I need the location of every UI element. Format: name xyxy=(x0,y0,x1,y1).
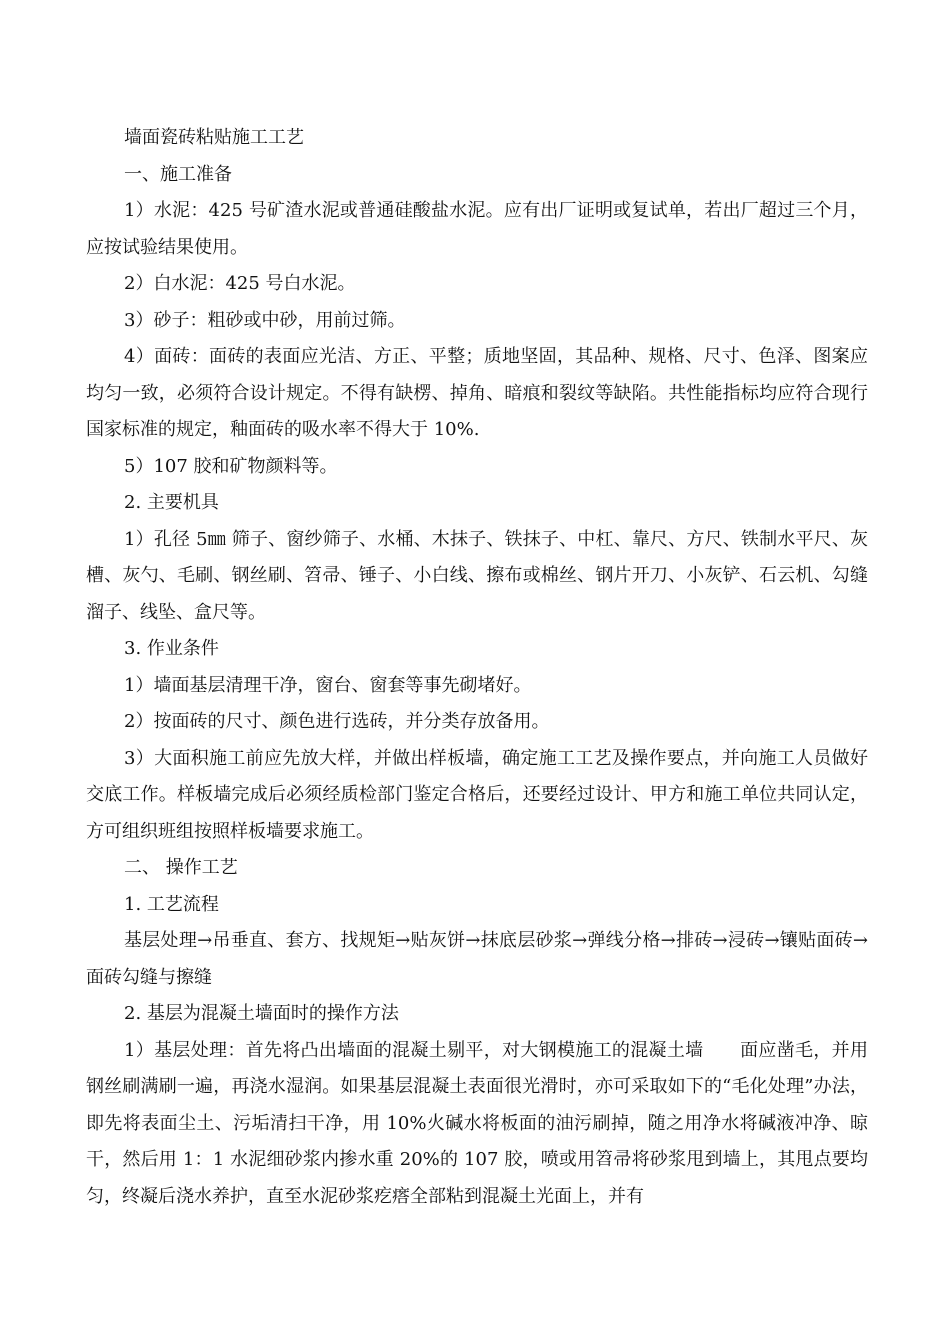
paragraph-base-treatment: 1）基层处理：首先将凸出墙面的混凝土剔平，对大钢模施工的混凝土墙 面应凿毛，并用钢丝刷满刷一遍，再浇水湿润。如果基层混凝土表面很光滑时，亦可采取如下的“毛化处理”办法，即先将表面尘土、污垢清扫干净，用 10%火碱水将板面的油污刷掉，随之用净水将碱液冲净、晾干，然后用 1：1 水泥细砂浆内掺水重 20%的 107 胶，喷或用笤帚将砂浆甩到墙上，其甩点要均匀，终凝后浇水养护，直至水泥砂浆疙瘩全部粘到混凝土光面上，并有 xyxy=(86,1039,868,1207)
section-heading-operation: 二、 操作工艺 xyxy=(124,857,238,878)
paragraph-cement: 1）水泥：425 号矿渣水泥或普通硅酸盐水泥。应有出厂证明或复试单，若出厂超过三个月，应按试验结果使用。 xyxy=(86,200,868,258)
document-body xyxy=(86,120,868,1215)
subheading-work-conditions: 3. 作业条件 xyxy=(124,638,219,659)
paragraph-brick-selection: 2）按面砖的尺寸、颜色进行选砖，并分类存放备用。 xyxy=(124,711,550,732)
paragraph-sand: 3）砂子：粗砂或中砂，用前过筛。 xyxy=(124,309,406,331)
paragraph-white-cement: 2）白水泥：425 号白水泥。 xyxy=(124,273,356,294)
paragraph-tools-list: 1）孔径 5㎜ 筛子、窗纱筛子、水桶、木抹子、铁抹子、中杠、靠尺、方尺、铁制水平尺、灰槽、灰勺、毛刷、钢丝刷、笤帚、锤子、小白线、擦布或棉丝、钢片开刀、小灰铲、石云机、勾缝溜子、线坠、盒尺等。 xyxy=(86,528,868,623)
document-title: 墙面瓷砖粘贴施工工艺 xyxy=(124,127,304,148)
section-heading-preparation: 一、施工准备 xyxy=(124,163,232,185)
subheading-main-tools: 2. 主要机具 xyxy=(124,492,219,513)
paragraph-glue: 5）107 胶和矿物颜料等。 xyxy=(124,455,338,477)
subheading-concrete-wall: 2. 基层为混凝土墙面时的操作方法 xyxy=(124,1003,399,1024)
subheading-process-flow: 1. 工艺流程 xyxy=(124,893,219,915)
paragraph-wall-base: 1）墙面基层清理干净，窗台、窗套等事先砌堵好。 xyxy=(124,674,532,696)
paragraph-sample-wall: 3）大面积施工前应先放大样，并做出样板墙，确定施工工艺及操作要点，并向施工人员做好交底工作。样板墙完成后必须经质检部门鉴定合格后，还要经过设计、甲方和施工单位共同认定，方可组织班组按照样板墙要求施工。 xyxy=(86,747,868,842)
paragraph-face-brick: 4）面砖：面砖的表面应光洁、方正、平整；质地坚固，其品种、规格、尺寸、色泽、图案应均匀一致，必须符合设计规定。不得有缺楞、掉角、暗痕和裂纹等缺陷。共性能指标均应符合现行国家标准的规定，釉面砖的吸水率不得大于 10%. xyxy=(86,346,868,440)
paragraph-process-flow: 基层处理→吊垂直、套方、找规矩→贴灰饼→抹底层砂浆→弹线分格→排砖→浸砖→镶贴面砖→面砖勾缝与擦缝 xyxy=(86,930,868,988)
